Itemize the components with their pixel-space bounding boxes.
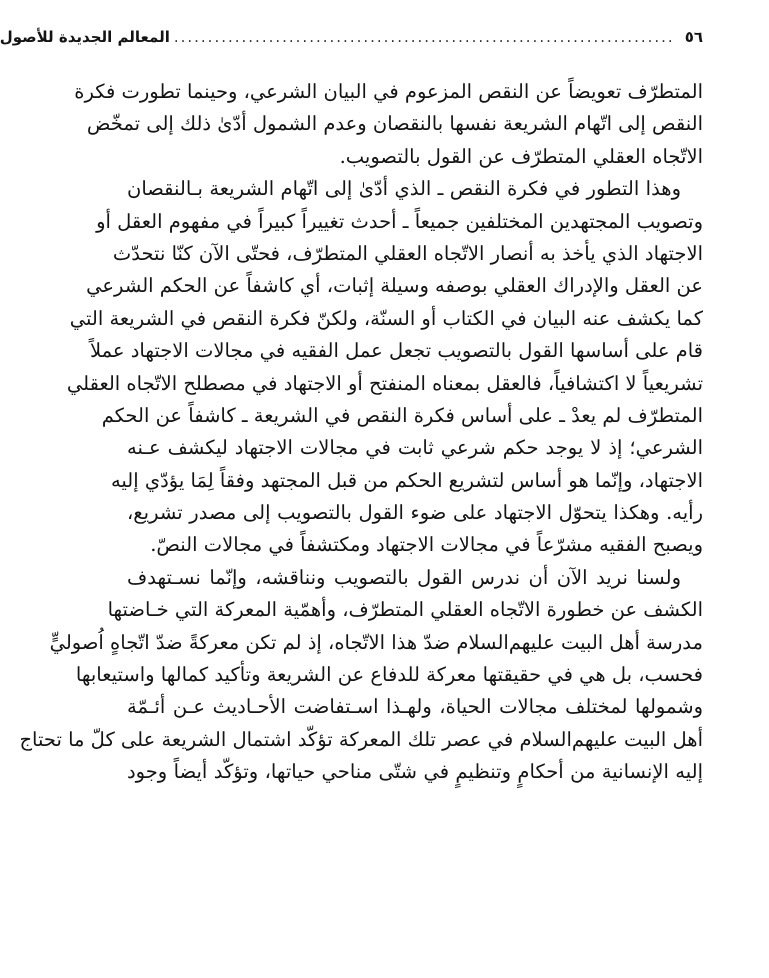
running-header — [0, 28, 703, 56]
text-line: ويصبح الفقيه مشرّعاً في مجالات الاجتهاد ومكتشفاً في مجالات النصّ. — [150, 533, 703, 557]
body-text — [19, 76, 703, 789]
text-line: أهل البيت عليهم‌السلام في عصر تلك المعركة تؤكّد اشتمال الشريعة على كلّ ما تحتاج — [19, 727, 703, 751]
book-title: المعالم الجديدة للأصول — [0, 28, 170, 46]
text-line: قام على أساسها القول بالتصويب تجعل عمل الفقيه في مجالات الاجتهاد عملاً — [89, 339, 703, 363]
text-line: فحسب، بل هي في حقيقتها معركة للدفاع عن الشريعة وتأكيد كمالها واستيعابها — [75, 663, 703, 687]
text-line: ولسنا نريد الآن أن ندرس القول بالتصويب ونناقشه، وإنّما نسـتهدف — [127, 565, 681, 589]
text-line: الاتّجاه العقلي المتطرّف عن القول بالتصويب. — [339, 144, 703, 168]
text-line: كما يكشف عنه البيان في الكتاب أو السنّة، ولكنّ فكرة النقص في الشريعة التي — [69, 306, 703, 330]
text-line: المتطرّف لم يعدْ ـ على أساس فكرة النقص في الشريعة ـ كاشفاً عن الحكم — [101, 403, 703, 427]
text-line: تشريعياً لا اكتشافياً، فالعقل بمعناه المنفتح أو الاجتهاد في مصطلح الاتّجاه العقلي — [66, 371, 703, 395]
book-page — [0, 28, 703, 968]
text-line: الاجتهاد الذي يأخذ به أنصار الاتّجاه العقلي المتطرّف، فحتّى الآن كنّا نتحدّث — [112, 241, 703, 265]
text-line: الاجتهاد، وإنّما هو أساس لتشريع الحكم من قبل المجتهد وفقاً لِمَا يؤدّي إليه — [110, 468, 703, 492]
text-line: الكشف عن خطورة الاتّجاه العقلي المتطرّف، وأهمّية المعركة التي خـاضتها — [107, 598, 703, 622]
header-dot-leader: .......................................................................... — [173, 28, 675, 46]
text-line: وهذا التطور في فكرة النقص ـ الذي أدّىٰ إلى اتّهام الشريعة بـالنقصان — [127, 177, 681, 201]
text-line: المتطرّف تعويضاً عن النقص المزعوم في البيان الشرعي، وحينما تطورت فكرة — [74, 80, 703, 103]
text-line: الشرعي؛ إذ لا يوجد حكم شرعي ثابت في مجالات الاجتهاد ليكشف عـنه — [127, 436, 703, 460]
text-line: عن العقل والإدراك العقلي بوصفه وسيلة إثبات، أي كاشفاً عن الحكم الشرعي — [86, 274, 703, 298]
text-line: وشمولها لمختلف مجالات الحياة، ولهـذا اسـتفاضت الأحـاديث عـن أئـمّة — [127, 695, 703, 719]
text-line: إليه الإنسانية من أحكامٍ وتنظيمٍ في شتّى مناحي حياتها، وتؤكّد أيضاً وجود — [127, 760, 703, 784]
text-line: رأيه. وهكذا يتحوّل الاجتهاد على ضوء القول بالتصويب إلى مصدر تشريع، — [127, 501, 703, 525]
text-line: وتصويب المجتهدين المختلفين جميعاً ـ أحدث تغييراً كبيراً في مفهوم العقل أو — [96, 209, 703, 233]
text-line: مدرسة أهل البيت عليهم‌السلام ضدّ هذا الاتّجاه، إذ لم تكن معركةً ضدّ اتّجاهٍ اُصوليٍّ — [49, 630, 703, 654]
page-number: ٥٦ — [684, 28, 703, 46]
text-line: النقص إلى اتّهام الشريعة نفسها بالنقصان وعدم الشمول أدّىٰ ذلك إلى تمخّض — [86, 112, 703, 136]
